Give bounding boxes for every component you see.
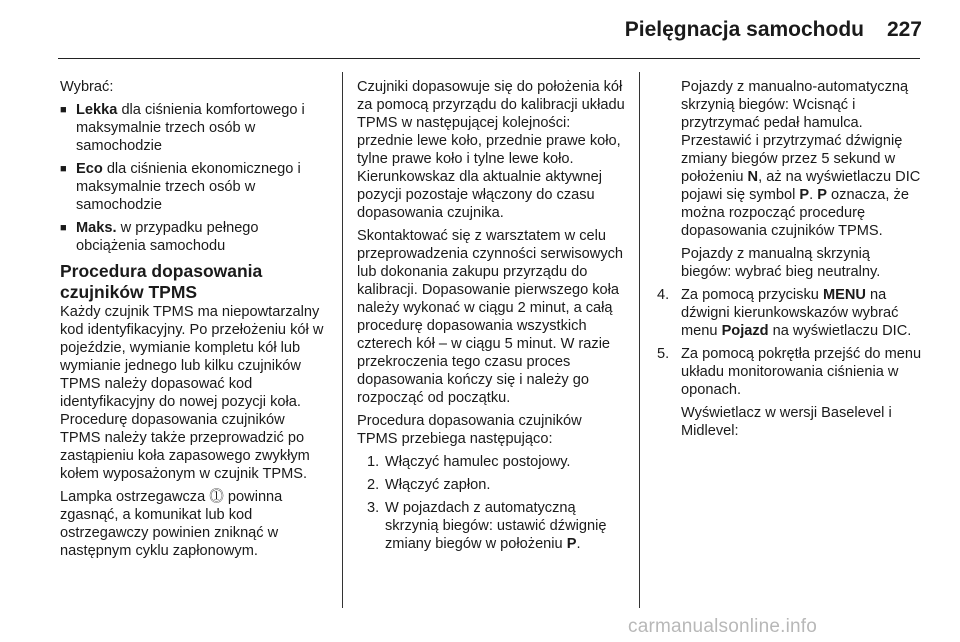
gear-position: P	[817, 187, 827, 203]
step-text: Włączyć hamulec postojowy.	[385, 454, 571, 470]
gear-position: N	[747, 169, 759, 185]
option-description: w przypadku pełnego obciążenia samochodu	[76, 220, 259, 254]
step-number: 5.	[657, 346, 670, 362]
paragraph-text: Lampka ostrzegawcza	[60, 489, 210, 505]
paragraph	[653, 78, 923, 240]
step-number: 4.	[657, 287, 670, 303]
option-name: Maks.	[76, 220, 117, 236]
step-text: na dźwigni kierunkowskazów wybrać menu	[681, 287, 899, 339]
list-item	[653, 345, 923, 399]
paragraph-text: powinna zgasnąć, a komunikat lub kod ostrzegawczy powinien zniknąć w następnym cyklu zapłonowym.	[60, 489, 283, 559]
page-number: 227	[886, 18, 922, 41]
step-list	[357, 453, 625, 553]
paragraph	[60, 488, 328, 560]
column-3	[653, 78, 923, 445]
step-number: 2.	[367, 477, 380, 493]
paragraph-text: Pojazdy z manualno-automatyczną skrzynią biegów: Wcisnąć i przytrzymać pedał hamulca. Przestawić i przytrzymać dźwignię zmiany biegów przez 5 sekund w położeniu	[681, 79, 909, 185]
button-name: MENU	[822, 287, 866, 303]
paragraph: Wyświetlacz w wersji Baselevel i Midlevel:	[681, 405, 892, 439]
column-2	[357, 78, 625, 558]
list-item	[357, 499, 625, 553]
gear-position: P	[566, 536, 577, 552]
list-item	[653, 286, 923, 340]
gear-position: P	[799, 187, 810, 203]
step-number: 3.	[367, 500, 380, 516]
warning-lamp-icon: ⓵	[209, 489, 224, 505]
watermark: carmanualsonline.info	[628, 616, 818, 637]
paragraph-text: oznacza, że można rozpocząć procedurę dopasowania czujników TPMS.	[681, 187, 909, 239]
column-divider-2	[639, 72, 640, 608]
option-name: Lekka	[76, 102, 118, 118]
option-description: dla ciśnienia ekonomicznego i maksymalnie trzech osób w samochodzie	[76, 161, 301, 213]
list-item	[60, 219, 328, 255]
option-name: Eco	[76, 161, 103, 177]
paragraph: Pojazdy z manualną skrzynią biegów: wybrać bieg neutralny.	[681, 246, 881, 280]
column-divider-1	[342, 72, 343, 608]
list-item	[60, 160, 328, 214]
step-text: W pojazdach z automatyczną skrzynią biegów: ustawić dźwignię zmiany biegów w położeniu	[385, 500, 607, 552]
step-number: 1.	[367, 454, 380, 470]
paragraph: Czujniki dopasowuje się do położenia kół za pomocą przyrządu do kalibracji układu TPMS w następującej kolejności: przednie lewe koło, przednie prawe koło, tylne prawe koło i tylne lewe koło. Kierunkowskaz dla aktualnie aktywnej pozycji pozostaje włączony do czasu dopasowania czujnika.	[357, 79, 625, 221]
column-1	[60, 78, 328, 565]
step-text: .	[576, 536, 581, 552]
paragraph: Procedura dopasowania czujników TPMS przebiega następująco:	[357, 413, 582, 447]
menu-name: Pojazd	[721, 323, 769, 339]
section-heading: Procedura dopasowania czujników TPMS	[60, 261, 263, 302]
option-description: dla ciśnienia komfortowego i maksymalnie trzech osób w samochodzie	[76, 102, 305, 154]
step-text: Za pomocą przycisku	[681, 287, 823, 303]
intro-text: Wybrać:	[60, 79, 114, 95]
list-item	[357, 476, 625, 494]
list-item	[60, 101, 328, 155]
paragraph-text: , aż na wyświetlaczu DIC pojawi się symbol	[681, 169, 921, 203]
paragraph-text: .	[809, 187, 818, 203]
paragraph: Każdy czujnik TPMS ma niepowtarzalny kod identyfikacyjny. Po przełożeniu kół w pojeździe, wymianie kompletu kół lub wymianie jednego lub kilku czujników TPMS należy dopasować kod identyfikacyjny do nowej pozycji koła. Procedurę dopasowania czujników TPMS należy także przeprowadzić po zastąpieniu koła zapasowego zwykłym kołem wyposażonym w czujnik TPMS.	[60, 304, 324, 482]
page-title: Pielęgnacja samochodu	[624, 18, 864, 41]
paragraph: Skontaktować się z warsztatem w celu przeprowadzenia czynności serwisowych lub dokonania zakupu przyrządu do kalibracji. Dopasowanie pierwszego koła należy wykonać w ciągu 2 minut, a całą procedurę dopasowania wszystkich czterech kół – w ciągu 5 minut. W razie przekroczenia tego czasu proces dopasowania kończy się i należy go rozpocząć od początku.	[357, 228, 624, 406]
option-list	[60, 101, 328, 255]
step-text: na wyświetlaczu DIC.	[768, 323, 912, 339]
list-item	[357, 453, 625, 471]
step-text: Włączyć zapłon.	[385, 477, 491, 493]
step-list	[653, 286, 923, 399]
step-text: Za pomocą pokrętła przejść do menu układu monitorowania ciśnienia w oponach.	[681, 346, 922, 398]
header-divider	[58, 58, 920, 59]
